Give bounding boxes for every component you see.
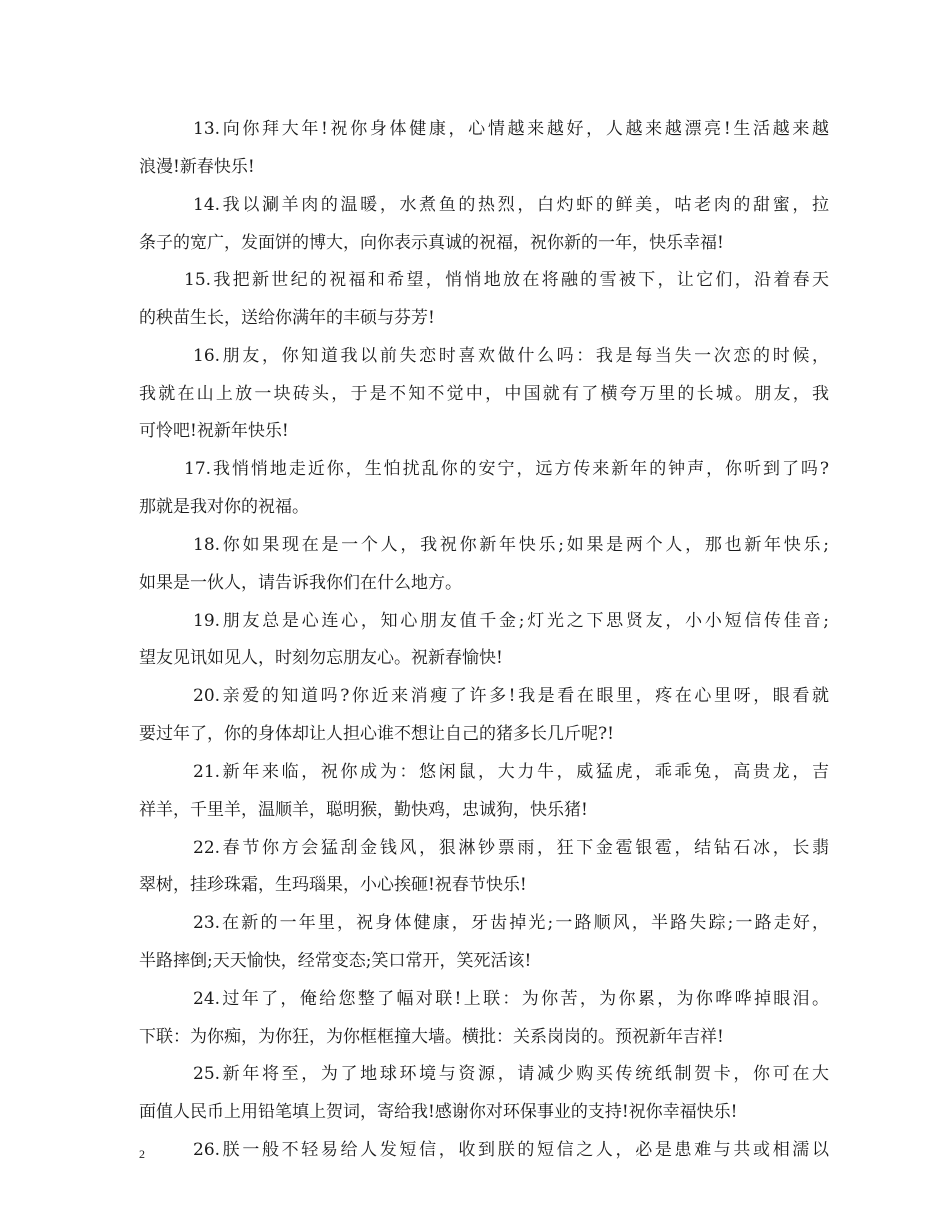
text-line: 22.春节你方会猛刮金钱风，狠淋钞票雨，狂下金雹银雹，结钻石冰，长翡 <box>193 838 829 858</box>
text-line: 可怜吧!祝新年快乐! <box>139 421 289 441</box>
text-line: 26.朕一般不轻易给人发短信，收到朕的短信之人，必是患难与共或相濡以 <box>193 1140 829 1160</box>
text-line: 18.你如果现在是一个人，我祝你新年快乐;如果是两个人，那也新年快乐; <box>193 535 829 555</box>
text-line: 翠树，挂珍珠霜，生玛瑙果，小心挨砸!祝春节快乐! <box>139 875 527 895</box>
text-line: 19.朋友总是心连心，知心朋友值千金;灯光之下思贤友，小小短信传佳音; <box>193 611 829 631</box>
page-number: 2 <box>139 1147 145 1161</box>
text-line: 那就是我对你的祝福。 <box>139 497 309 517</box>
text-line: 16.朋友，你知道我以前失恋时喜欢做什么吗：我是每当失一次恋的时候， <box>193 346 829 366</box>
text-line: 25.新年将至，为了地球环境与资源，请减少购买传统纸制贺卡，你可在大 <box>193 1064 829 1084</box>
text-line: 14.我以涮羊肉的温暖，水煮鱼的热烈，白灼虾的鲜美，咕老肉的甜蜜，拉 <box>193 195 829 215</box>
text-line: 如果是一伙人，请告诉我你们在什么地方。 <box>139 573 462 593</box>
text-line: 浪漫!新春快乐! <box>139 157 255 177</box>
text-line: 的秧苗生长，送给你满年的丰硕与芬芳! <box>139 308 435 328</box>
text-line: 24.过年了，俺给您整了幅对联!上联：为你苦，为你累，为你哗哗掉眼泪。 <box>193 989 829 1009</box>
text-line: 13.向你拜大年!祝你身体健康，心情越来越好，人越来越漂亮!生活越来越 <box>193 119 829 139</box>
text-line: 半路摔倒;天天愉快，经常变态;笑口常开，笑死活该! <box>139 951 532 971</box>
text-line: 23.在新的一年里，祝身体健康，牙齿掉光;一路顺风，半路失踪;一路走好， <box>193 913 829 933</box>
text-line: 望友见讯如见人，时刻勿忘朋友心。祝新春愉快! <box>139 648 503 668</box>
text-line: 21.新年来临，祝你成为：悠闲鼠，大力牛，威猛虎，乖乖兔，高贵龙，吉 <box>193 762 829 782</box>
text-line: 要过年了，你的身体却让人担心谁不想让自己的猪多长几斤呢?! <box>139 724 614 744</box>
text-line: 20.亲爱的知道吗?你近来消瘦了许多!我是看在眼里，疼在心里呀，眼看就 <box>193 686 829 706</box>
text-line: 下联：为你痴，为你狂，为你框框撞大墙。横批：关系岗岗的。预祝新年吉祥! <box>139 1027 724 1047</box>
text-line: 15.我把新世纪的祝福和希望，悄悄地放在将融的雪被下，让它们，沿着春天 <box>184 270 829 290</box>
text-line: 面值人民币上用铅笔填上贺词，寄给我!感谢你对环保事业的支持!祝你幸福快乐! <box>139 1102 738 1122</box>
text-line: 17.我悄悄地走近你，生怕扰乱你的安宁，远方传来新年的钟声，你听到了吗? <box>184 459 829 479</box>
text-line: 我就在山上放一块砖头，于是不知不觉中，中国就有了横夸万里的长城。朋友，我 <box>139 384 829 404</box>
text-line: 祥羊，千里羊，温顺羊，聪明猴，勤快鸡，忠诚狗，快乐猪! <box>139 800 588 820</box>
text-line: 条子的宽广，发面饼的博大，向你表示真诚的祝福，祝你新的一年，快乐幸福! <box>139 233 724 253</box>
